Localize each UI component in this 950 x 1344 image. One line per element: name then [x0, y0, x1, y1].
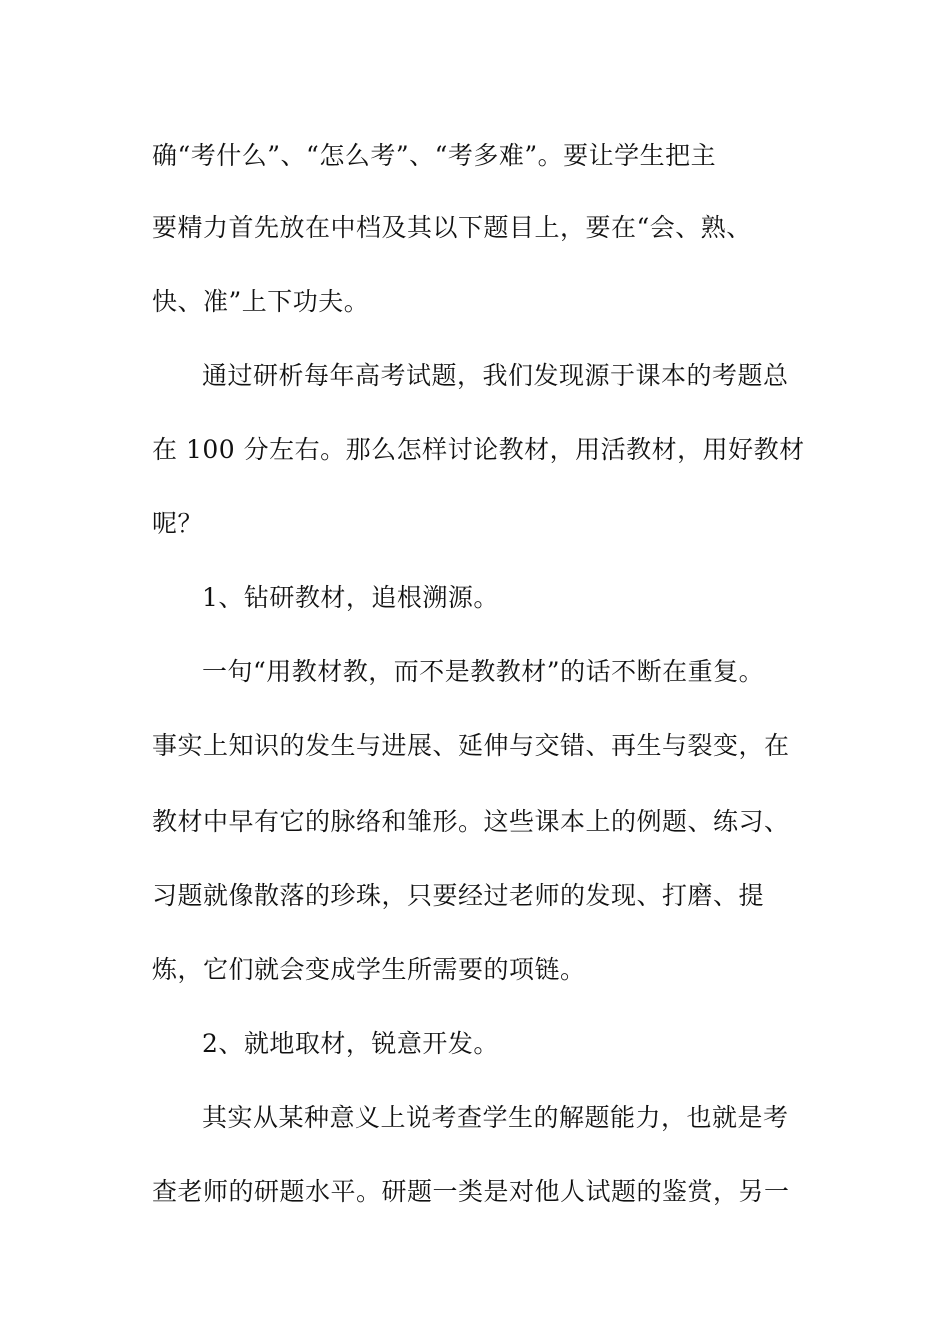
- text-line: 炼，它们就会变成学生所需要的项链。: [152, 955, 586, 984]
- text-line: 在 100 分左右。那么怎样讨论教材，用活教材，用好教材: [152, 435, 805, 464]
- paragraph-start-line: 其实从某种意义上说考查学生的解题能力，也就是考: [202, 1103, 789, 1132]
- paragraph-start-line: 通过研析每年高考试题，我们发现源于课本的考题总: [202, 361, 789, 390]
- text-line: 呢？: [152, 509, 204, 538]
- text-line: 确“考什么”、“怎么考”、“考多难”。要让学生把主: [152, 141, 717, 170]
- text-line: 教材中早有它的脉络和雏形。这些课本上的例题、练习、: [152, 807, 790, 836]
- paragraph-start-line: 一句“用教材教，而不是教教材”的话不断在重复。: [202, 657, 765, 686]
- text-line: 快、准”上下功夫。: [152, 287, 370, 316]
- text-line: 事实上知识的发生与进展、延伸与交错、再生与裂变，在: [152, 731, 790, 760]
- text-line: 查老师的研题水平。研题一类是对他人试题的鉴赏，另一: [152, 1177, 790, 1206]
- section-heading: 1、钻研教材，追根溯源。: [202, 583, 499, 612]
- section-heading: 2、就地取材，锐意开发。: [202, 1029, 499, 1058]
- text-line: 要精力首先放在中档及其以下题目上，要在“会、熟、: [152, 213, 752, 242]
- text-line: 习题就像散落的珍珠，只要经过老师的发现、打磨、提: [152, 881, 765, 910]
